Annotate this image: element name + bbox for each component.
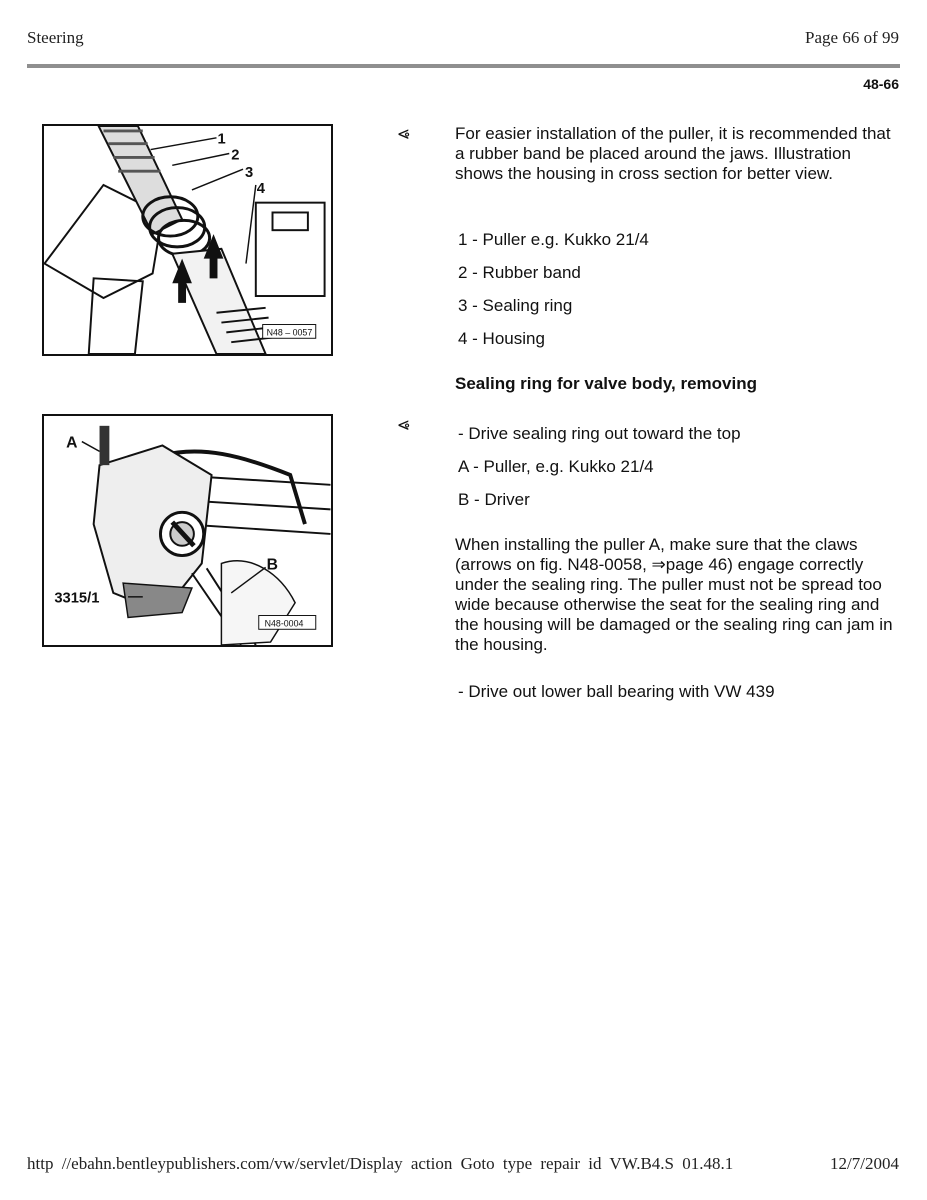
header-page-number: Page 66 of 99 xyxy=(805,28,899,47)
callout-1: 1 xyxy=(217,131,226,148)
procedure-step: - Drive sealing ring out toward the top xyxy=(458,424,741,443)
footer-date: 12/7/2004 xyxy=(830,1154,899,1173)
legend-item: 2 - Rubber band xyxy=(458,263,581,282)
legend-item: A - Puller, e.g. Kukko 21/4 xyxy=(458,457,654,476)
callout-B: B xyxy=(266,556,278,574)
page-code: 48-66 xyxy=(863,76,899,92)
figure-sealing-ring-removal xyxy=(42,414,333,647)
figure-puller-housing xyxy=(42,124,333,356)
legend-item: 3 - Sealing ring xyxy=(458,296,573,315)
callout-3: 3 xyxy=(244,165,254,182)
procedure-step: - Drive out lower ball bearing with VW 439 xyxy=(458,682,775,701)
figure-pointer-icon: ⩹ xyxy=(398,413,410,435)
callout-A: A xyxy=(66,434,78,452)
section-heading: Sealing ring for valve body, removing xyxy=(455,374,757,393)
footer-url: http //ebahn.bentleypublishers.com/vw/servlet/Display action Goto type repair id VW.B4.S 01.48.1 xyxy=(27,1154,734,1173)
legend-item: 4 - Housing xyxy=(458,329,545,348)
figure-ref-label: N48 – 0057 xyxy=(266,327,313,338)
puller-housing-illustration xyxy=(44,126,331,354)
figure-pointer-icon: ⩹ xyxy=(398,122,410,144)
legend-item: 1 - Puller e.g. Kukko 21/4 xyxy=(458,230,649,249)
callout-3315-1: 3315/1 xyxy=(54,590,100,607)
callout-4: 4 xyxy=(256,180,265,197)
paragraph-puller-installation: When installing the puller A, make sure that the claws (arrows on fig. N48-0058, ⇒page 46) engage correctly under the sealing ring. The puller must not be spread too wide because otherwise the seat for the sealing ring and the housing will be damaged or the sealing ring can jam in the housing. xyxy=(455,535,893,654)
header-divider xyxy=(27,64,900,68)
header-section-title: Steering xyxy=(27,28,84,47)
callout-2: 2 xyxy=(231,147,240,164)
figure-ref-label: N48-0004 xyxy=(264,618,304,629)
paragraph-rubber-band: For easier installation of the puller, it is recommended that a rubber band be placed around the jaws. Illustration shows the housing in cross section for better view. xyxy=(455,124,891,183)
sealing-ring-removal-illustration xyxy=(44,416,331,645)
legend-item: B - Driver xyxy=(458,490,530,509)
